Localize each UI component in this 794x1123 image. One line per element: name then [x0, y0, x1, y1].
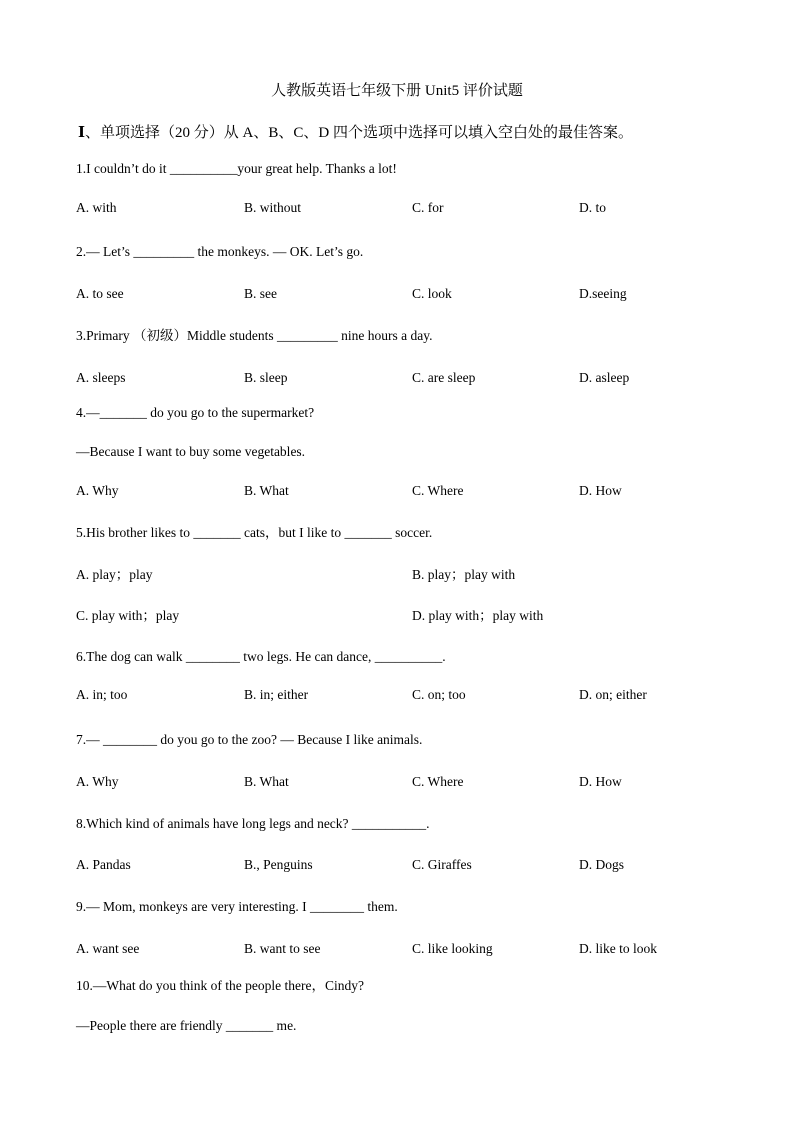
question-1-options	[76, 199, 734, 217]
question-2-option-b: B. see	[244, 286, 277, 301]
question-1-stem: 1.I couldn’t do it __________your great help. Thanks a lot!	[76, 161, 397, 176]
question-7-stem: 7.— ________ do you go to the zoo? — Because I like animals.	[76, 732, 423, 747]
question-2-options	[76, 285, 734, 303]
question-4-option-a: A. Why	[76, 483, 119, 498]
section-instruction: 、单项选择（20 分）从 A、B、C、D 四个选项中选择可以填入空白处的最佳答案。	[85, 125, 633, 141]
question-1-option-a: A. with	[76, 200, 117, 215]
question-2-option-c: C. look	[412, 286, 452, 301]
question-6-option-a: A. in; too	[76, 687, 128, 702]
question-3-option-a: A. sleeps	[76, 370, 126, 385]
question-4-stem-line-2: —Because I want to buy some vegetables.	[76, 444, 306, 459]
question-1-option-c: C. for	[412, 200, 444, 215]
question-8-option-c: C. Giraffes	[412, 857, 472, 872]
question-7-option-b: B. What	[244, 774, 289, 789]
question-7-option-c: C. Where	[412, 774, 464, 789]
question-7-options	[76, 773, 734, 791]
question-8-option-b: B., Penguins	[244, 857, 313, 872]
question-8-stem: 8.Which kind of animals have long legs and neck? ___________.	[76, 816, 430, 831]
question-9-option-b: B. want to see	[244, 941, 321, 956]
question-3-stem: 3.Primary （初级）Middle students _________ nine hours a day.	[76, 328, 433, 343]
question-10-stem: 10.—What do you think of the people there，Cindy?	[76, 978, 364, 993]
question-1-option-b: B. without	[244, 200, 302, 215]
question-2-stem: 2.— Let’s _________ the monkeys. — OK. Let’s go.	[76, 244, 364, 259]
question-10-stem-line-2: —People there are friendly _______ me.	[76, 1018, 297, 1033]
question-9-option-c: C. like looking	[412, 941, 493, 956]
question-9-stem: 9.— Mom, monkeys are very interesting. I ________ them.	[76, 899, 398, 914]
question-7-option-d: D. How	[579, 774, 622, 789]
question-9-option-d: D. like to look	[579, 941, 657, 956]
question-3-option-c: C. are sleep	[412, 370, 476, 385]
question-5-option-d: D. play with；play with	[412, 608, 544, 623]
question-4-stem: 4.—_______ do you go to the supermarket?	[76, 405, 315, 420]
question-8-option-d: D. Dogs	[579, 857, 625, 872]
question-4-option-b: B. What	[244, 483, 289, 498]
question-5-option-b: B. play；play with	[412, 567, 516, 582]
question-6-stem: 6.The dog can walk ________ two legs. He can dance, __________.	[76, 649, 446, 664]
question-3-option-d: D. asleep	[579, 370, 630, 385]
section-heading	[78, 124, 734, 142]
question-4-option-d: D. How	[579, 483, 622, 498]
question-8-options	[76, 856, 734, 874]
question-2-option-d: D.seeing	[579, 286, 627, 301]
question-6-option-b: B. in; either	[244, 687, 309, 702]
question-5-option-a: A. play；play	[76, 567, 153, 582]
question-5-options-row-2	[76, 607, 734, 625]
question-6-option-d: D. on; either	[579, 687, 647, 702]
question-5-option-c: C. play with；play	[76, 608, 180, 623]
question-9-option-a: A. want see	[76, 941, 140, 956]
page-title: 人教版英语七年级下册 Unit5 评价试题	[271, 83, 523, 99]
question-1-option-d: D. to	[579, 200, 606, 215]
question-9-options	[76, 940, 734, 958]
question-7-option-a: A. Why	[76, 774, 119, 789]
section-roman-numeral: Ⅰ	[78, 125, 86, 141]
question-2-option-a: A. to see	[76, 286, 124, 301]
question-6-options	[76, 686, 734, 704]
question-3-option-b: B. sleep	[244, 370, 288, 385]
question-4-option-c: C. Where	[412, 483, 464, 498]
question-4-options	[76, 482, 734, 500]
question-3-options	[76, 369, 734, 387]
question-5-options-row-1	[76, 566, 734, 584]
question-6-option-c: C. on; too	[412, 687, 466, 702]
question-5-stem: 5.His brother likes to _______ cats，but I like to _______ soccer.	[76, 525, 433, 540]
question-8-option-a: A. Pandas	[76, 857, 131, 872]
